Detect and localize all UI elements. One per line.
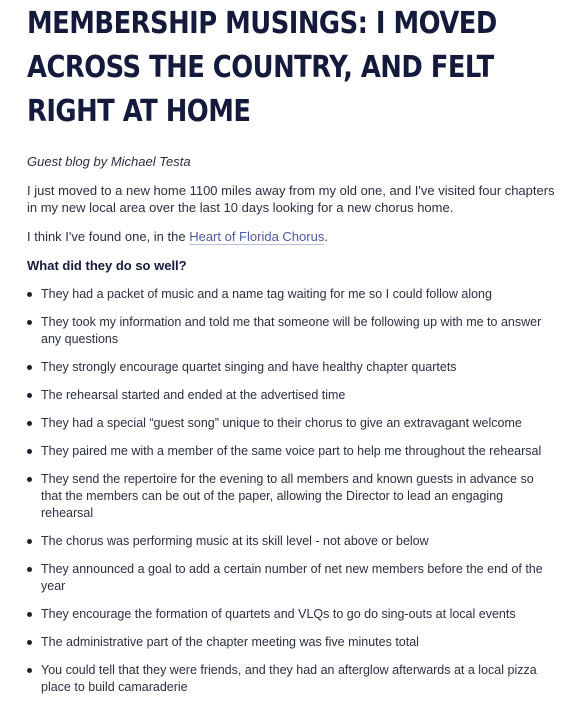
list-item-text: The chorus was performing music at its skill level - not above or below xyxy=(41,534,429,548)
list-item xyxy=(27,387,557,404)
list-item xyxy=(27,662,557,696)
list-item-text: They send the repertoire for the evening to all members and known guests in advance so that the members can be out of the paper, allowing the Director to lead an engaging rehearsal xyxy=(41,472,534,520)
bullet-icon xyxy=(27,612,32,617)
list-item xyxy=(27,415,557,432)
list-item xyxy=(27,606,557,623)
list-item-text: They announced a goal to add a certain number of net new members before the end of the year xyxy=(41,562,543,593)
list-item-text: The administrative part of the chapter meeting was five minutes total xyxy=(41,635,419,649)
list-item xyxy=(27,471,557,522)
list-item xyxy=(27,286,557,303)
bullet-icon xyxy=(27,668,32,673)
found-suffix: . xyxy=(324,229,328,244)
bullet-list xyxy=(27,286,557,696)
bullet-icon xyxy=(27,393,32,398)
list-item-text: They had a special “guest song” unique to their chorus to give an extravagant welcome xyxy=(41,416,522,430)
bullet-icon xyxy=(27,567,32,572)
list-item-text: You could tell that they were friends, and they had an afterglow afterwards at a local pizza place to build camaraderie xyxy=(41,663,537,694)
bullet-icon xyxy=(27,477,32,482)
bullet-icon xyxy=(27,320,32,325)
found-prefix: I think I've found one, in the xyxy=(27,229,190,244)
list-item-text: They had a packet of music and a name tag waiting for me so I could follow along xyxy=(41,287,492,301)
bullet-icon xyxy=(27,365,32,370)
section-heading: What did they do so well? xyxy=(27,258,187,273)
article xyxy=(27,0,557,707)
list-item xyxy=(27,359,557,376)
byline: Guest blog by Michael Testa xyxy=(27,154,191,169)
chorus-link[interactable]: Heart of Florida Chorus xyxy=(189,229,325,244)
found-paragraph xyxy=(27,228,557,245)
list-item-text: They encourage the formation of quartets and VLQs to go do sing-outs at local events xyxy=(41,607,516,621)
bullet-icon xyxy=(27,292,32,297)
list-item xyxy=(27,561,557,595)
list-item-text: They strongly encourage quartet singing and have healthy chapter quartets xyxy=(41,360,457,374)
list-item xyxy=(27,314,557,348)
list-item xyxy=(27,443,557,460)
bullet-icon xyxy=(27,449,32,454)
list-item-text: They took my information and told me that someone will be following up with me to answer any questions xyxy=(41,315,542,346)
bullet-icon xyxy=(27,539,32,544)
page-title: MEMBERSHIP MUSINGS: I MOVED ACROSS THE COUNTRY, AND FELT RIGHT AT HOME xyxy=(27,6,497,129)
list-item xyxy=(27,533,557,550)
intro-paragraph: I just moved to a new home 1100 miles away from my old one, and I've visited four chapters in my new local area over the last 10 days looking for a new chorus home. xyxy=(27,183,555,215)
bullet-icon xyxy=(27,421,32,426)
list-item-text: The rehearsal started and ended at the advertised time xyxy=(41,388,346,402)
list-item-text: They paired me with a member of the same voice part to help me throughout the rehearsal xyxy=(41,444,542,458)
